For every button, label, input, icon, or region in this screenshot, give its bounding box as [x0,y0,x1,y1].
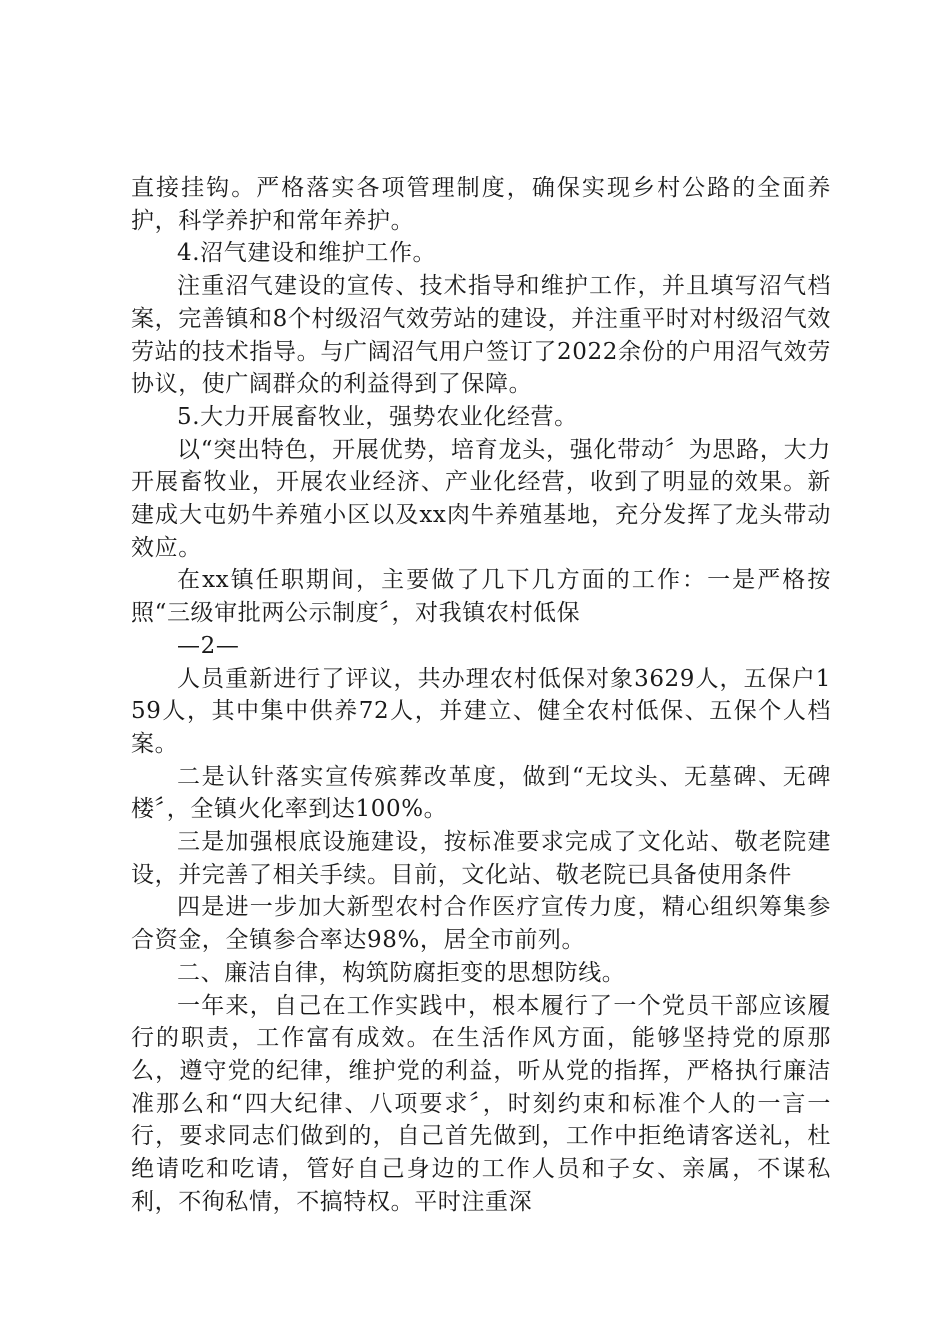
paragraph: 四是进一步加大新型农村合作医疗宣传力度，精心组织筹集参合资金，全镇参合率达98%，居全市前列。 [131,894,831,954]
paragraph: 一年来，自己在工作实践中，根本履行了一个党员干部应该履行的职责，工作富有成效。在生活作风方面，能够坚持党的原那么，遵守党的纪律，维护党的利益，听从党的指挥，严格执行廉洁准那么和“四大纪律、八项要求〞，时刻约束和标准个人的一言一行，要求同志们做到的，自己首先做到，工作中拒绝请客送礼，杜绝请吃和吃请，管好自己身边的工作人员和子女、亲属，不谋私利，不徇私情，不搞特权。平时注重深 [131,992,831,1215]
section-heading: 5.大力开展畜牧业，强势农业化经营。 [177,403,578,430]
paragraph: 以“突出特色，开展优势，培育龙头，强化带动〞为思路，大力开展畜牧业，开展农业经济、产业化经营，收到了明显的效果。新建成大屯奶牛养殖小区以及xx肉牛养殖基地，充分发挥了龙头带动效应。 [131,436,831,561]
section-heading: 4.沼气建设和维护工作。 [177,240,437,267]
paragraph: 人员重新进行了评议，共办理农村低保对象3629人，五保户159人，其中集中供养72人，并建立、健全农村低保、五保个人档案。 [131,665,831,757]
document-body [131,172,831,1219]
paragraph: 三是加强根底设施建设，按标准要求完成了文化站、敬老院建设，并完善了相关手续。目前，文化站、敬老院已具备使用条件 [131,829,831,888]
paragraph: 直接挂钩。严格落实各项管理制度，确保实现乡村公路的全面养护，科学养护和常年养护。 [131,175,831,234]
paragraph: 注重沼气建设的宣传、技术指导和维护工作，并且填写沼气档案，完善镇和8个村级沼气效劳站的建设，并注重平时对村级沼气效劳站的技术指导。与广阔沼气用户签订了2022余份的户用沼气效劳协议，使广阔群众的利益得到了保障。 [131,273,831,398]
paragraph: 在xx镇任职期间，主要做了几下几方面的工作：一是严格按照“三级审批两公示制度〞，对我镇农村低保 [131,567,831,627]
page-number: —2— [177,632,240,659]
paragraph: 二是认针落实宣传殡葬改革度，做到“无坟头、无墓碑、无碑楼〞，全镇火化率到达100%。 [131,763,831,823]
section-heading: 二、廉洁自律，构筑防腐拒变的思想防线。 [177,959,626,986]
